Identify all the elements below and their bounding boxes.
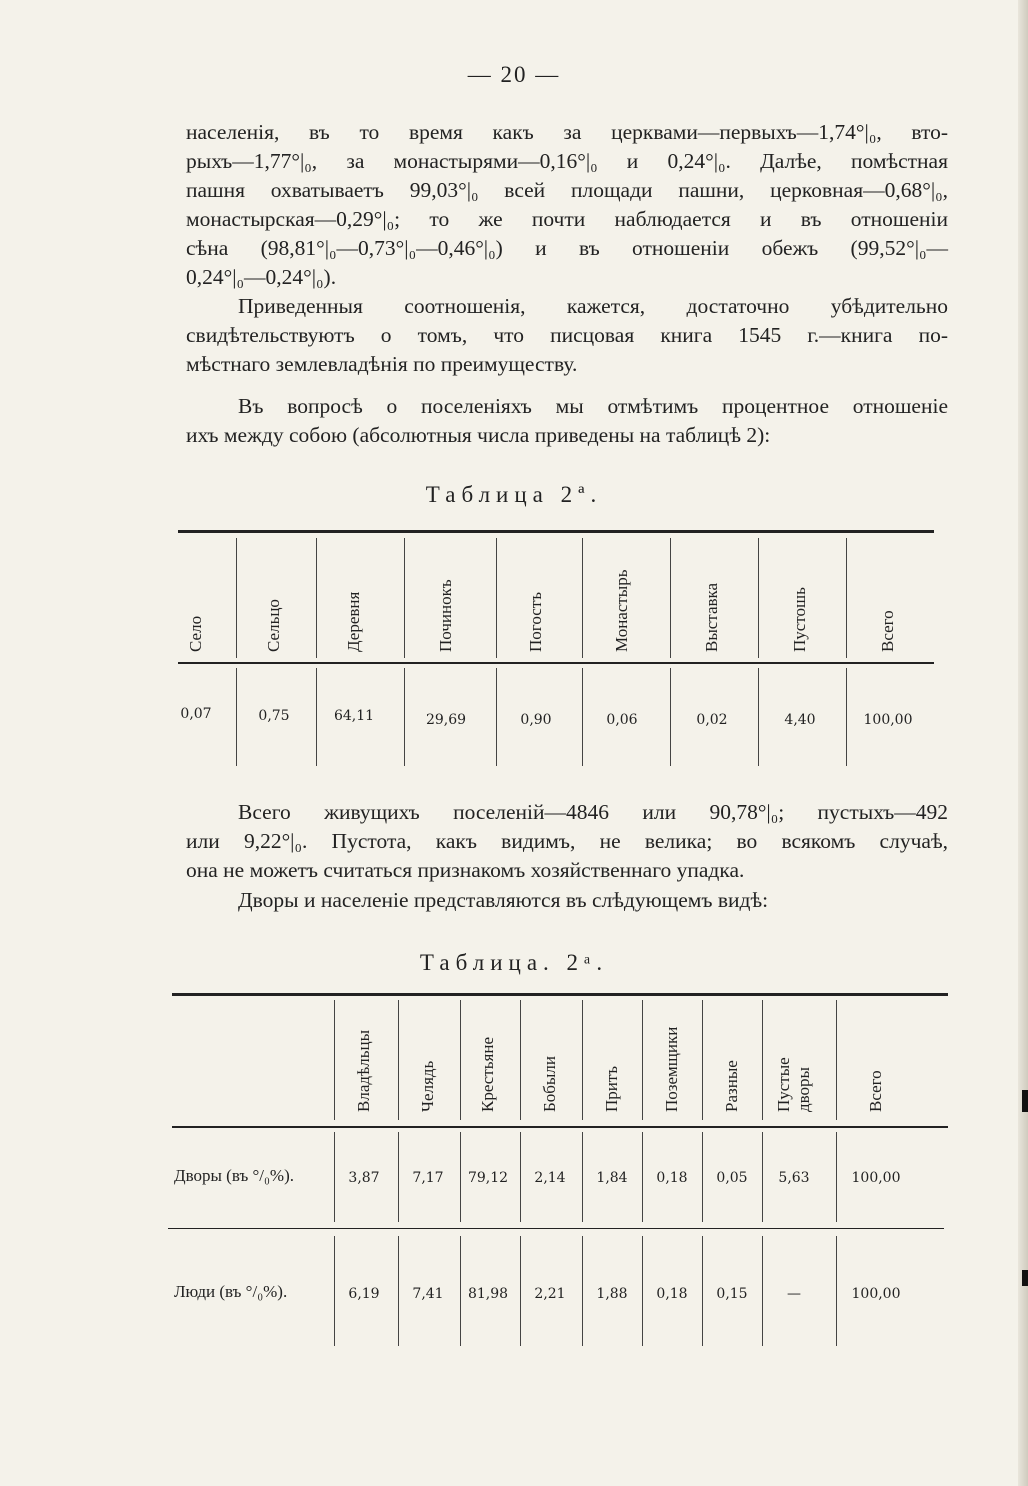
table-cell: 2,21: [534, 1286, 566, 1302]
text-line: Приведенныя соотношенія, кажется, достаточно убѣдительно: [238, 294, 948, 318]
paragraph-3: [186, 392, 948, 450]
column-divider: [702, 1000, 703, 1120]
text-line: 0,24°|₀—0,24°|₀).: [186, 265, 337, 289]
column-header: Починокъ: [436, 579, 455, 652]
column-divider: [836, 1132, 837, 1222]
column-divider: [496, 538, 497, 658]
table-a-header-rule: [178, 662, 934, 664]
paragraph-4: [186, 798, 948, 885]
table-cell: 100,00: [863, 712, 913, 728]
text-line: ихъ между собою (абсолютныя числа приведены на таблицѣ 2):: [186, 423, 771, 447]
column-divider: [316, 668, 317, 766]
paragraph-5: [186, 886, 948, 915]
column-divider: [846, 668, 847, 766]
table-cell: 1,88: [596, 1286, 628, 1302]
table-cell: 7,17: [412, 1170, 444, 1186]
column-header: Пустые: [774, 1057, 793, 1112]
column-divider: [836, 1236, 837, 1346]
column-divider: [236, 538, 237, 658]
column-header: Всего: [878, 610, 897, 652]
column-header: Село: [186, 615, 205, 652]
table-cell: —: [787, 1286, 801, 1302]
column-header: Выставка: [702, 582, 721, 652]
table-a-title: Таблица 2ª.: [425, 482, 603, 507]
table-cell: 100,00: [851, 1286, 901, 1302]
table-cell: 0,18: [656, 1170, 688, 1186]
column-divider: [670, 668, 671, 766]
row-label: Люди (въ °/₀%).: [174, 1282, 288, 1301]
table-cell: 1,84: [596, 1170, 628, 1186]
column-divider: [846, 538, 847, 658]
table-b-title: Таблица. 2ᵃ.: [419, 950, 609, 975]
column-header: Бобыли: [540, 1056, 559, 1112]
text-line: мѣстнаго землевладѣнія по преимуществу.: [186, 352, 578, 376]
text-line: монастырская—0,29°|₀; то же почти наблюдается и въ отношеніи: [186, 207, 948, 231]
column-header: дворы: [794, 1067, 813, 1112]
scan-mark: [1022, 1270, 1028, 1286]
column-divider: [236, 668, 237, 766]
column-divider: [582, 668, 583, 766]
table-cell: 6,19: [348, 1286, 380, 1302]
column-header: Всего: [866, 1070, 885, 1112]
column-divider: [460, 1000, 461, 1120]
column-divider: [670, 538, 671, 658]
scan-mark: [1022, 1090, 1028, 1112]
table-b-top-rule: [172, 993, 948, 996]
column-divider: [642, 1000, 643, 1120]
table-cell: 2,14: [534, 1170, 566, 1186]
text-line: населенія, въ то время какъ за церквами—первыхъ—1,74°|₀, вто-: [186, 120, 948, 144]
column-divider: [316, 538, 317, 658]
column-divider: [758, 538, 759, 658]
text-line: Въ вопросѣ о поселеніяхъ мы отмѣтимъ процентное отношеніе: [238, 394, 948, 418]
table-cell: 64,11: [333, 708, 375, 724]
column-divider: [334, 1000, 335, 1120]
column-header: Крестьяне: [478, 1037, 497, 1112]
column-header: Владѣльцы: [354, 1029, 373, 1112]
table-cell: 79,12: [467, 1170, 509, 1186]
table-cell: 3,87: [348, 1170, 380, 1186]
column-header: Пустошь: [790, 587, 809, 652]
text-line: она не можетъ считаться признакомъ хозяйственнаго упадка.: [186, 858, 745, 882]
column-divider: [762, 1000, 763, 1120]
table-b-header-rule: [172, 1126, 948, 1128]
table-cell: 0,90: [520, 712, 552, 728]
paragraph-1: [186, 118, 948, 292]
text-line: Всего живущихъ поселеній—4846 или 90,78°|₀; пустыхъ—492: [238, 800, 948, 824]
table-a-top-rule: [178, 530, 934, 533]
table-cell: 0,18: [656, 1286, 688, 1302]
column-divider: [404, 538, 405, 658]
text-line: рыхъ—1,77°|₀, за монастырями—0,16°|₀ и 0,24°|₀. Далѣе, помѣстная: [186, 149, 948, 173]
text-line: свидѣтельствуютъ о томъ, что писцовая книга 1545 г.—книга по-: [186, 323, 948, 347]
column-header: Притъ: [602, 1065, 621, 1112]
table-cell: 29,69: [425, 712, 467, 728]
table-cell: 0,06: [606, 712, 638, 728]
table-cell: 7,41: [412, 1286, 444, 1302]
column-header: Погостъ: [526, 591, 545, 652]
column-header: Челядь: [418, 1060, 437, 1112]
column-header: Деревня: [344, 591, 363, 652]
text-line: сѣна (98,81°|₀—0,73°|₀—0,46°|₀) и въ отношеніи обежъ (99,52°|₀—: [186, 236, 948, 260]
table-cell: 0,05: [716, 1170, 748, 1186]
column-divider: [582, 1000, 583, 1120]
text-line: Дворы и населеніе представляются въ слѣдующемъ видѣ:: [238, 888, 769, 912]
column-header: Поземщики: [662, 1026, 681, 1112]
page-edge: [1018, 0, 1028, 1486]
paragraph-2: [186, 292, 948, 379]
table-cell: 4,40: [784, 712, 816, 728]
table-cell: 0,75: [258, 708, 290, 724]
text-line: пашня охватываетъ 99,03°|₀ всей площади пашни, церковная—0,68°|₀,: [186, 178, 948, 202]
table-cell: 0,02: [696, 712, 728, 728]
table-b-row-rule: [168, 1228, 944, 1229]
page-number: — 20 —: [467, 62, 561, 87]
column-divider: [582, 538, 583, 658]
column-divider: [520, 1000, 521, 1120]
column-divider: [758, 668, 759, 766]
column-divider: [836, 1000, 837, 1120]
text-line: или 9,22°|₀. Пустота, какъ видимъ, не велика; во всякомъ случаѣ,: [186, 829, 948, 853]
column-header: Монастырь: [612, 569, 631, 652]
row-label: Дворы (въ °/₀%).: [174, 1166, 295, 1185]
table-cell: 0,15: [716, 1286, 748, 1302]
table-cell: 0,07: [180, 706, 212, 722]
column-header: Сельцо: [264, 599, 283, 652]
table-cell: 100,00: [851, 1170, 901, 1186]
column-header: Разные: [722, 1060, 741, 1112]
column-divider: [404, 668, 405, 766]
table-cell: 5,63: [778, 1170, 810, 1186]
column-divider: [496, 668, 497, 766]
column-divider: [398, 1000, 399, 1120]
table-cell: 81,98: [467, 1286, 509, 1302]
